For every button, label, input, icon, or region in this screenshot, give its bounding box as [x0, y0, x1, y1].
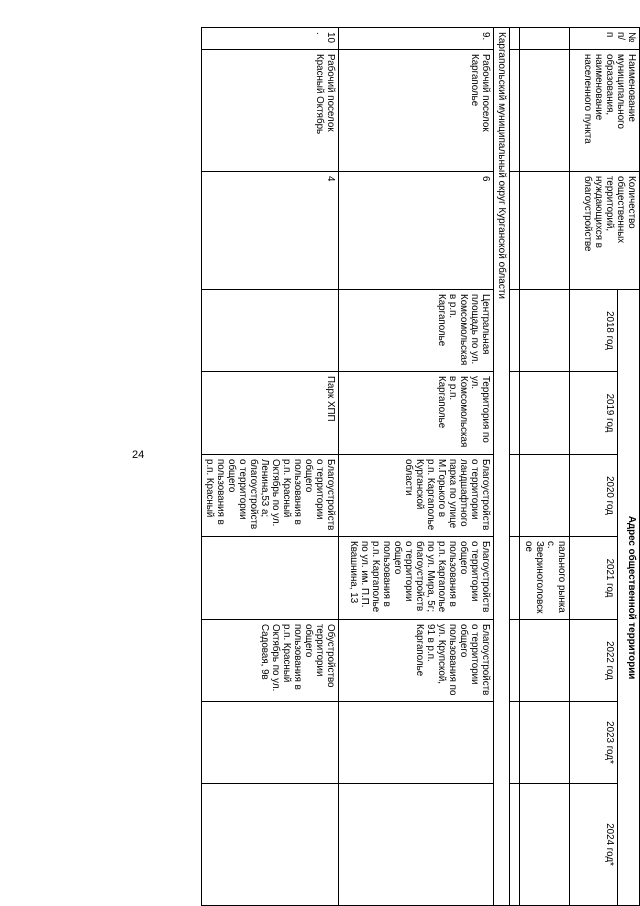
- header-year-2024: 2024 год*: [570, 784, 618, 906]
- public-territories-table: [201, 27, 640, 906]
- row-2024: [339, 784, 494, 906]
- row-name: Рабочий поселок Каргаполье: [339, 50, 494, 172]
- table-row: [202, 28, 339, 906]
- table-row: [339, 28, 494, 906]
- header-year-2022: 2022 год: [570, 620, 618, 702]
- header-year-2019: 2019 год: [570, 372, 618, 455]
- row-2023: [339, 702, 494, 784]
- row-name: Рабочий поселок Красный Октябрь: [202, 50, 339, 172]
- row-count: 6: [339, 172, 494, 290]
- row-2020: Благоустройство территории ландшафтного парка по улице М.Горького в р.п. Каргаполье Курганской области: [339, 455, 494, 537]
- header-year-2020: 2020 год: [570, 455, 618, 537]
- row-2020: Благоустройство территории общего пользования в р.п. Красный Октябрь по ул. Ленина,53 а; благоустройство территории общего пользования в р.п. Красный: [202, 455, 339, 537]
- row-num: 9.: [339, 28, 494, 50]
- row-2023: [202, 702, 339, 784]
- continuation-row: [520, 28, 570, 906]
- row-num: 10.: [202, 28, 339, 50]
- rotated-table-container: [200, 27, 640, 905]
- row-2021: [202, 537, 339, 620]
- row-count: 4: [202, 172, 339, 290]
- row-2022: Обустройство территории общего пользования в р.п. Красный Октябрь по ул. Садовая, 9в: [202, 620, 339, 702]
- region-label: Каргапольский муниципальный округ Курганской области: [494, 28, 510, 906]
- page-number: 24: [132, 449, 145, 461]
- row-2019: Парк ХПП: [202, 372, 339, 455]
- row-2022: Благоустройство территории общего пользования по ул. Крупской, 91 в р.п. Каргаполье: [339, 620, 494, 702]
- header-year-2023: 2023 год*: [570, 702, 618, 784]
- row-2021: Благоустройство территории общего пользования в р.п. Каргаполье по ул. Мира, 5г; благоустройство территории общего пользования в р.п. Каргаполье по ул. им. П.П. Квашнина, 13: [339, 537, 494, 620]
- header-address: Адрес общественной территории: [618, 290, 640, 906]
- row-2018: [202, 290, 339, 372]
- header-num: № п/п: [570, 28, 640, 50]
- header-name: Наименование муниципального образования, наименование населенного пункта: [570, 50, 640, 172]
- row-2018: Центральная площадь по ул. Комсомольская в р.п. Каргаполье: [339, 290, 494, 372]
- row-2024: [202, 784, 339, 906]
- header-year-2018: 2018 год: [570, 290, 618, 372]
- spacer-row: [510, 28, 520, 906]
- row-2019: Территория по ул. Комсомольская в р.п. Каргаполье: [339, 372, 494, 455]
- header-year-2021: 2021 год: [570, 537, 618, 620]
- header-count: Количество общественных территорий, нуждающихся в благоустройстве: [570, 172, 640, 290]
- region-row: [494, 28, 510, 906]
- continuation-2021-cell: пального рынка с. Звериноголовское: [520, 537, 570, 620]
